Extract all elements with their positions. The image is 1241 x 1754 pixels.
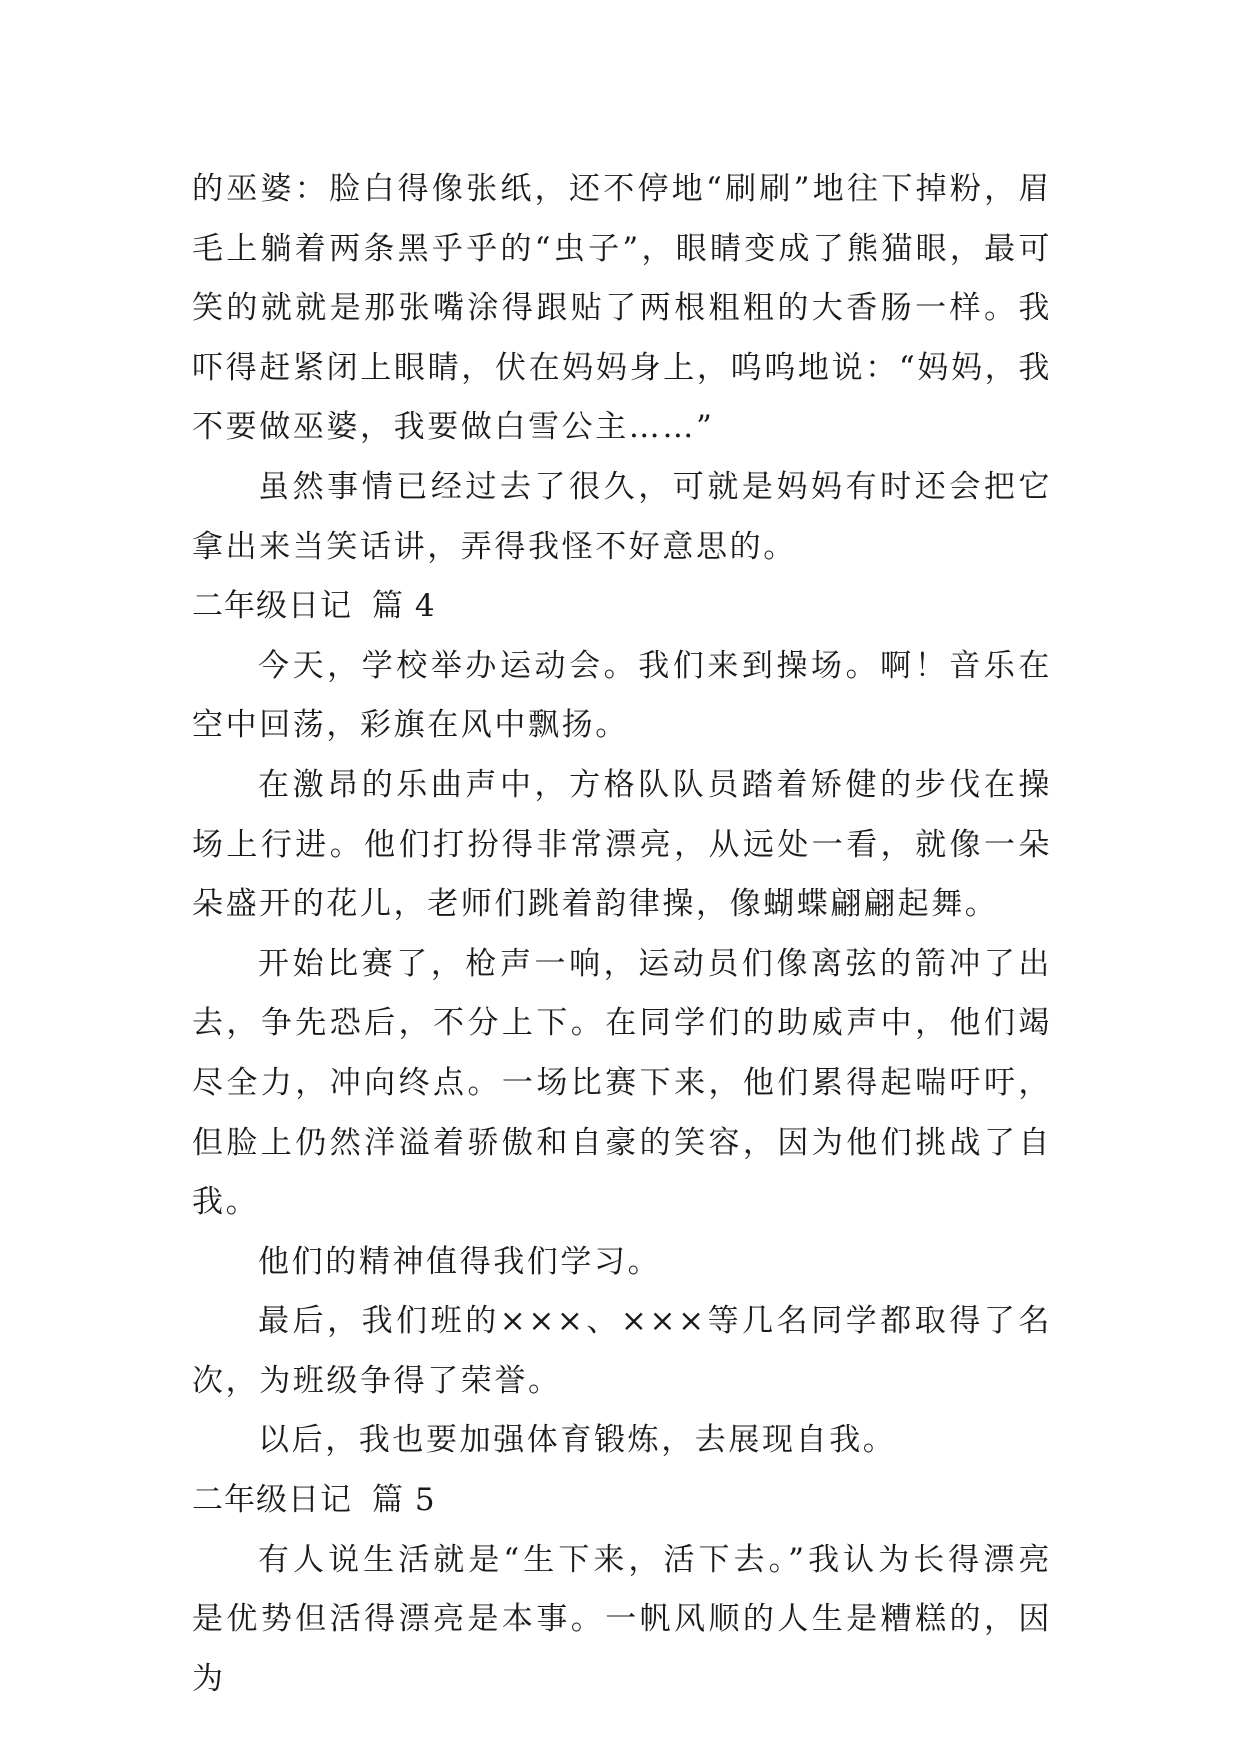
paragraph-continued: 的巫婆：脸白得像张纸，还不停地“刷刷”地往下掉粉，眉毛上躺着两条黑乎乎的“虫子”，眼睛变成了熊猫眼，最可笑的就就是那张嘴涂得跟贴了两根粗粗的大香肠一样。我吓得赶紧闭上眼睛，伏在妈妈身上，呜呜地说：“妈妈，我不要做巫婆，我要做白雪公主……” xyxy=(192,171,1052,446)
paragraph: 以后，我也要加强体育锻炼，去展现自我。 xyxy=(258,1422,897,1459)
heading-number: 篇 4 xyxy=(372,588,436,625)
paragraph: 他们的精神值得我们学习。 xyxy=(258,1243,662,1280)
heading-title: 二年级日记 xyxy=(192,588,352,625)
section-heading xyxy=(192,1471,1052,1531)
paragraph: 有人说生活就是“生下来，活下去。”我认为长得漂亮是优势但活得漂亮是本事。一帆风顺的人生是糟糕的，因为 xyxy=(192,1541,1052,1697)
section-heading xyxy=(192,577,1052,637)
paragraph: 开始比赛了，枪声一响，运动员们像离弦的箭冲了出去，争先恐后，不分上下。在同学们的助威声中，他们竭尽全力，冲向终点。一场比赛下来，他们累得起喘吁吁，但脸上仍然洋溢着骄傲和自豪的笑容，因为他们挑战了自我。 xyxy=(192,945,1052,1221)
document-body xyxy=(192,160,1052,1709)
paragraph: 在激昂的乐曲声中，方格队队员踏着矫健的步伐在操场上行进。他们打扮得非常漂亮，从远处一看，就像一朵朵盛开的花儿，老师们跳着韵律操，像蝴蝶翩翩起舞。 xyxy=(192,766,1052,923)
paragraph: 最后，我们班的×××、×××等几名同学都取得了名次，为班级争得了荣誉。 xyxy=(192,1303,1052,1399)
heading-number: 篇 5 xyxy=(372,1482,436,1519)
paragraph: 今天，学校举办运动会。我们来到操场。啊！音乐在空中回荡，彩旗在风中飘扬。 xyxy=(192,647,1052,744)
paragraph: 虽然事情已经过去了很久，可就是妈妈有时还会把它拿出来当笑话讲，弄得我怪不好意思的。 xyxy=(192,468,1052,565)
heading-title: 二年级日记 xyxy=(192,1482,352,1519)
